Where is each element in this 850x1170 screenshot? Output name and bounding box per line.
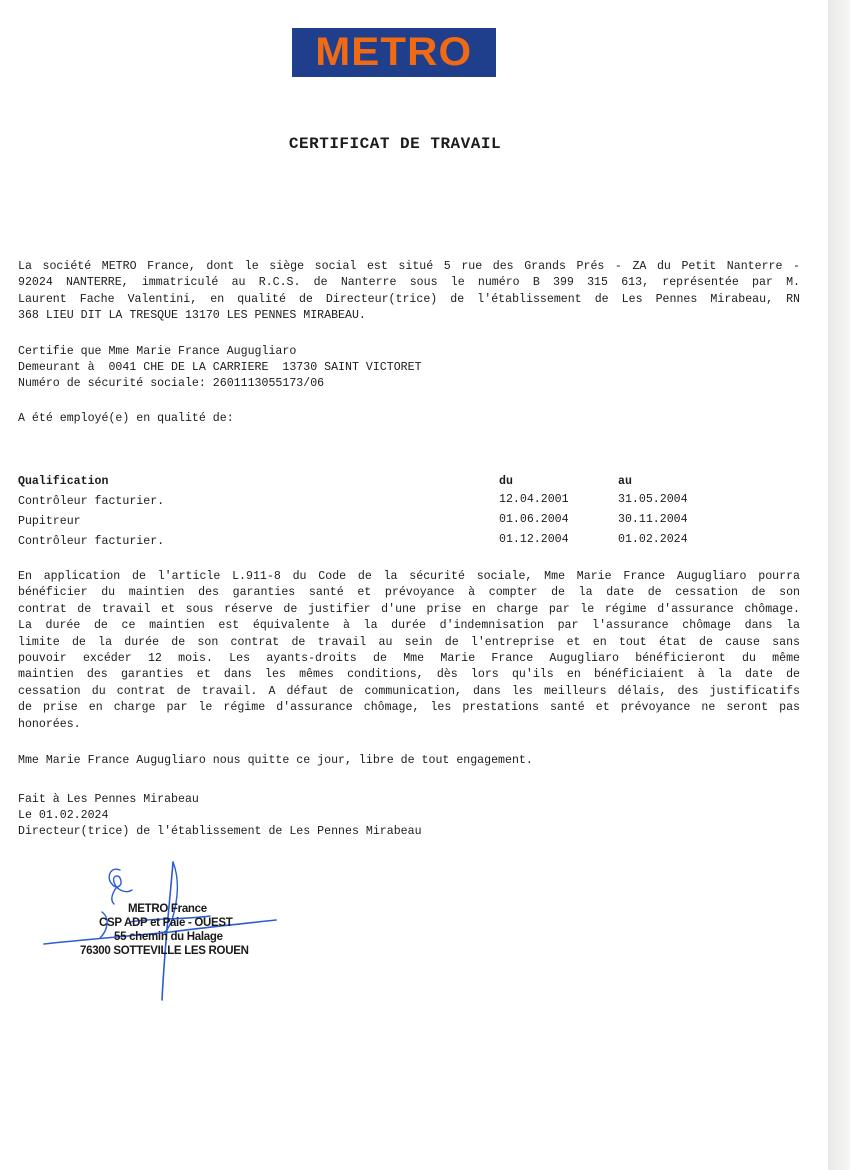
row-from: 01.12.2004: [499, 533, 569, 546]
ssn-line: Numéro de sécurité sociale: 2601113055173/06: [18, 377, 325, 390]
stamp-line: CSP ADP et Paie - OUEST: [99, 917, 233, 929]
address-line: Demeurant à 0041 CHE DE LA CARRIERE 13730 SAINT VICTORET: [18, 361, 422, 374]
header-to: au: [618, 475, 632, 488]
article-line: contrat de travail et sous réserve de justifier d'une prise en charge par le régime d'assurance chômage.: [18, 602, 800, 616]
scan-edge: [828, 0, 850, 1170]
stamp-line: 76300 SOTTEVILLE LES ROUEN: [80, 945, 249, 957]
article-line: cessation du contrat de travail. A défaut de communication, dans les meilleurs délais, des justificatifs: [18, 684, 800, 698]
row-to: 01.02.2024: [618, 533, 688, 546]
intro-line: Laurent Fache Valentini, en qualité de Directeur(trice) de l'établissement de Les Pennes Mirabeau, RN: [18, 292, 800, 306]
article-line: limite de la durée de son contrat de travail au sein de l'entreprise et en tout état de cause sans: [18, 635, 800, 649]
article-line: pouvoir excéder 12 mois. Les ayants-droits de Mme Marie France Augugliaro bénéficieront du même: [18, 651, 800, 665]
employed-as-line: A été employé(e) en qualité de:: [18, 412, 234, 425]
row-qualification: Contrôleur facturier.: [18, 495, 165, 508]
article-line: bénéficier du maintien des garanties santé et prévoyance à compter de la date de cessation de son: [18, 586, 800, 600]
date-line: Le 01.02.2024: [18, 809, 109, 822]
row-to: 30.11.2004: [618, 513, 688, 526]
article-line: de prise en charge par le régime d'assurance chômage, les prestations santé et prévoyance ne seront pas: [18, 701, 800, 715]
article-paragraph: [18, 569, 800, 733]
row-qualification: Pupitreur: [18, 515, 81, 528]
certify-line: Certifie que Mme Marie France Augugliaro: [18, 345, 297, 358]
article-line: honorées.: [18, 717, 81, 731]
intro-line: La société METRO France, dont le siège social est situé 5 rue des Grands Prés - ZA du Petit Nanterre -: [18, 260, 800, 273]
document-title: CERTIFICAT DE TRAVAIL: [288, 135, 502, 153]
article-line: En application de l'article L.911-8 du Code de la sécurité sociale, Mme Marie France Augugliaro pourra: [18, 570, 800, 583]
role-line: Directeur(trice) de l'établissement de Les Pennes Mirabeau: [18, 825, 422, 838]
intro-line: 368 LIEU DIT LA TRESQUE 13170 LES PENNES MIRABEAU.: [18, 309, 366, 323]
row-from: 01.06.2004: [499, 513, 569, 526]
row-to: 31.05.2004: [618, 493, 688, 506]
row-qualification: Contrôleur facturier.: [18, 535, 165, 548]
logo-text: METRO: [315, 30, 473, 74]
header-qualification: Qualification: [18, 475, 109, 488]
leaving-line: Mme Marie France Augugliaro nous quitte ce jour, libre de tout engagement.: [18, 754, 533, 767]
stamp-line: 55 chemin du Halage: [114, 931, 223, 943]
article-line: La durée de ce maintien est équivalente à la durée d'indemnisation par l'assurance chômage dans la: [18, 619, 800, 633]
row-from: 12.04.2001: [499, 493, 569, 506]
metro-logo: [292, 28, 496, 77]
intro-line: 92024 NANTERRE, immatriculé au R.C.S. de Nanterre sous le numéro B 399 315 613, représentée par M.: [18, 276, 800, 290]
intro-paragraph: [18, 259, 800, 325]
company-stamp: [40, 860, 280, 1010]
place-line: Fait à Les Pennes Mirabeau: [18, 793, 199, 806]
stamp-line: METRO France: [128, 903, 207, 915]
header-from: du: [499, 475, 513, 488]
article-line: maintien des garanties et dans les mêmes conditions, dès lors qu'ils en bénéficiaient à la date de: [18, 668, 800, 682]
